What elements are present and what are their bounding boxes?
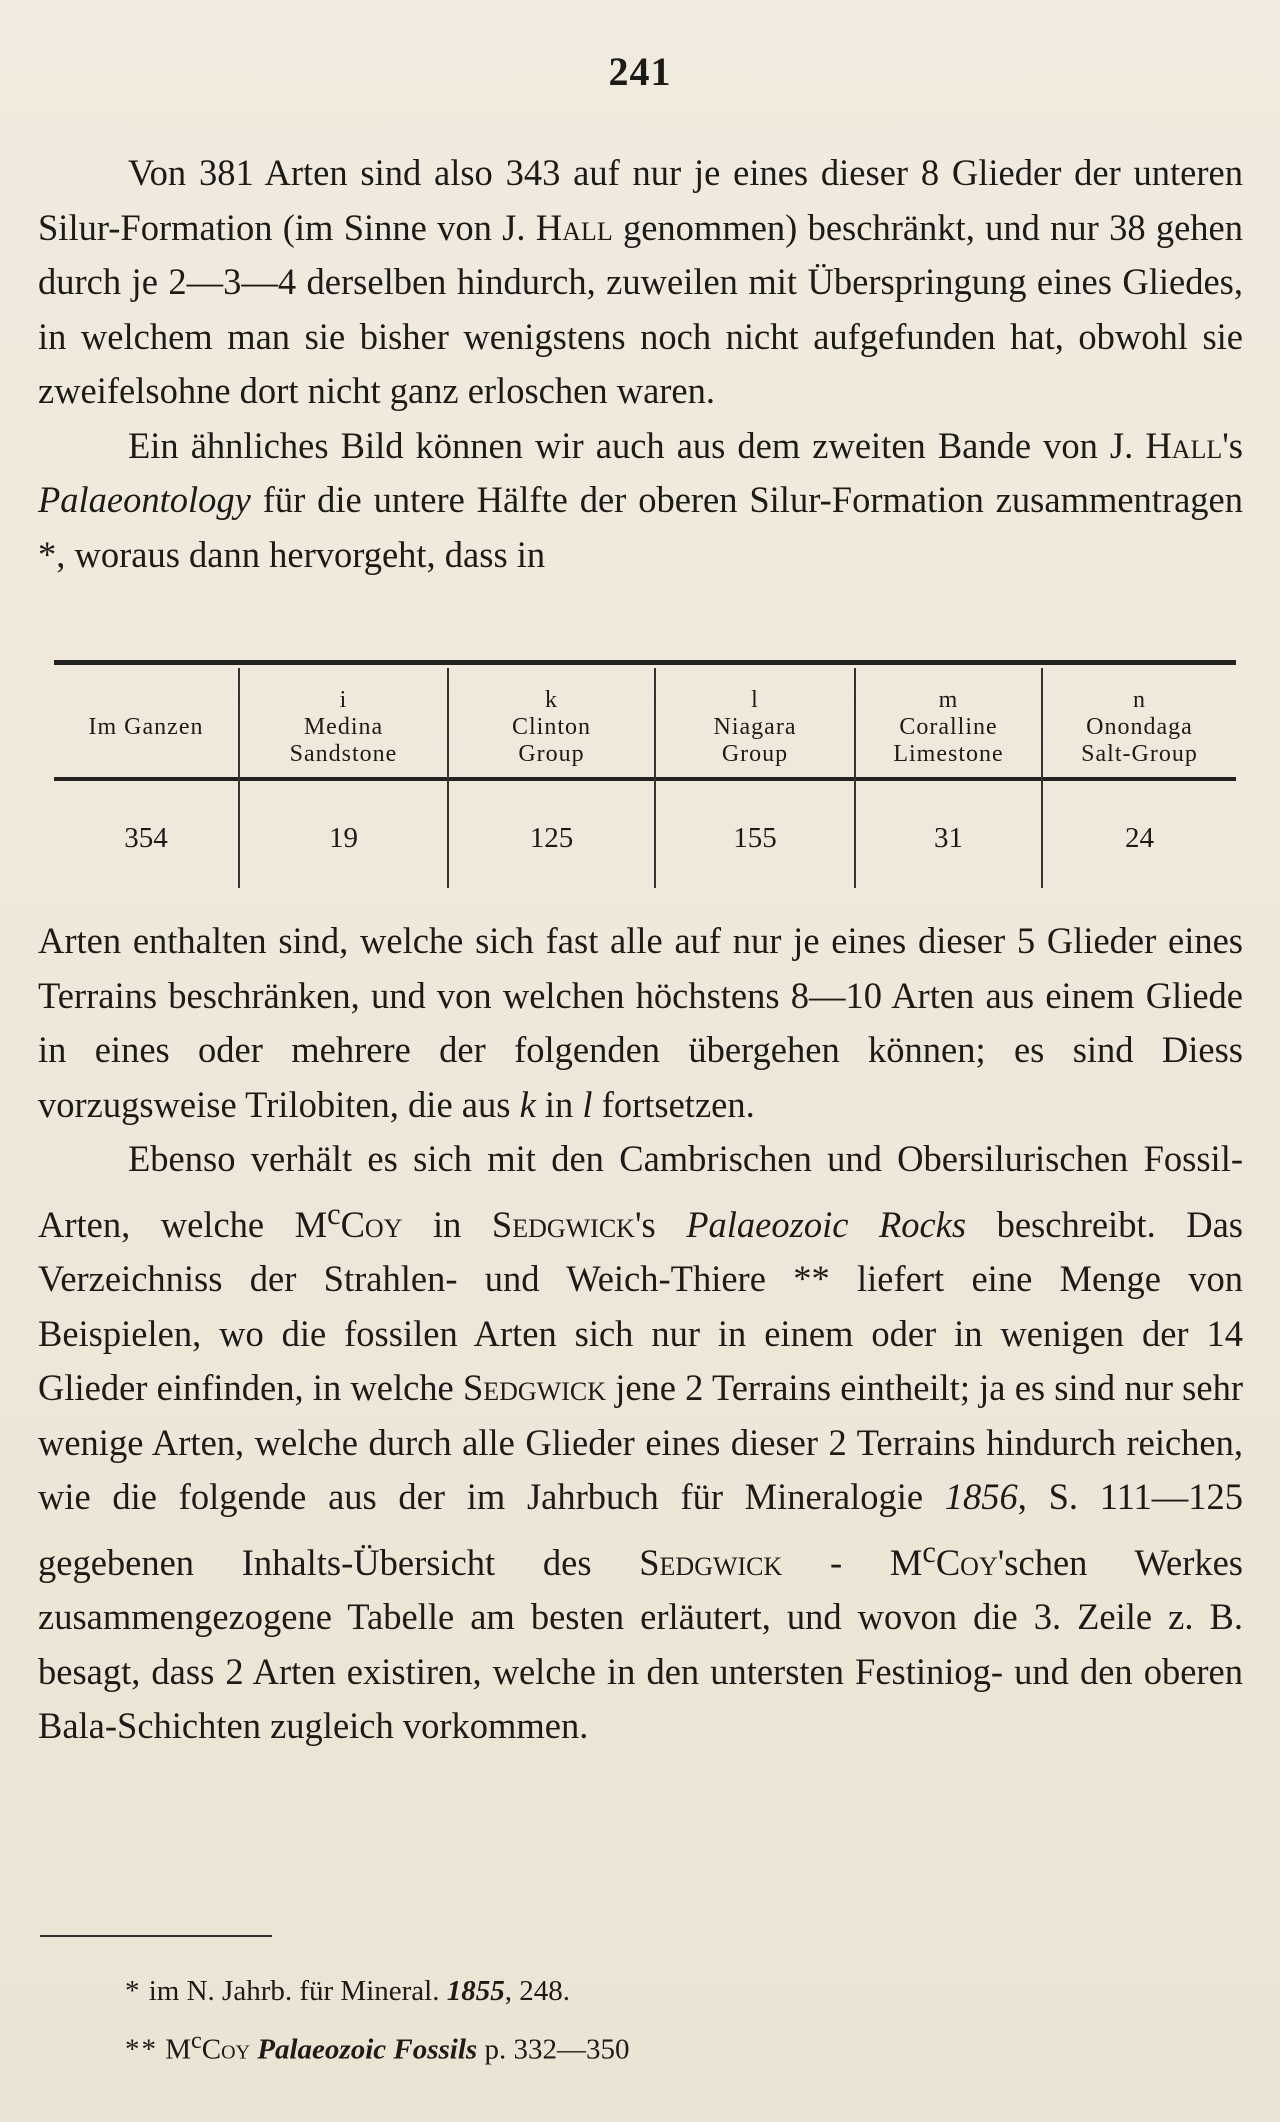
table-header-total — [54, 682, 238, 772]
book-title: Palaeozoic Fossils — [257, 2033, 478, 2066]
table-rule-top — [54, 660, 1236, 665]
text-run: genommen) beschränkt, und nur 38 gehen durch je 2—3—4 derselben hindurch, zuweilen mit Überspringung eines Gliedes, in welchem man sie bisher wenigstens noch nicht aufgefunden hat, obwohl sie zweifelsohne dort nicht ganz erloschen waren. — [38, 206, 1243, 411]
text-run: beschreibt. Das Verzeichniss der Strahlen- und Weich-Thiere ** liefert eine Menge von Beispielen, wo die fossilen Arten sich nur in einem oder in wenigen der 14 Glieder einfinden, in welche — [38, 1203, 1243, 1409]
header-letter: l — [751, 686, 759, 713]
header-letter: k — [545, 686, 558, 713]
header-label: Onondaga — [1086, 713, 1193, 740]
year: 1856 — [944, 1476, 1018, 1518]
text-run: Von 381 Arten sind also 343 auf nur je eines dieser 8 Glieder der unteren Silur-Formation (im Sinne von J. — [38, 152, 1243, 248]
table-cell: 19 — [329, 822, 358, 854]
table-cell: 31 — [934, 822, 963, 854]
paragraph-2 — [38, 419, 1243, 583]
table-header-k — [449, 682, 654, 772]
text-run: , 248. — [504, 1975, 570, 2007]
footnotes — [125, 1966, 629, 2075]
footnote-1 — [125, 1966, 629, 2016]
page-number: 241 — [608, 49, 672, 94]
text-run: - M — [782, 1541, 923, 1583]
text-run: in — [402, 1203, 492, 1245]
book-title: Palaeontology — [38, 479, 251, 520]
header-label: Sandstone — [289, 740, 398, 767]
group-letter: k — [519, 1083, 536, 1125]
text-block-bottom — [38, 914, 1243, 1754]
header-letter: i — [339, 686, 348, 713]
author-name: Coy — [935, 1541, 998, 1583]
table-cell: 24 — [1125, 822, 1154, 854]
author-name: Coy — [201, 2033, 251, 2066]
author-name: Sedgwick — [462, 1367, 606, 1409]
header-label: Coralline — [899, 713, 998, 740]
paragraph-4 — [38, 1132, 1243, 1754]
year: 1855 — [446, 1975, 505, 2007]
table-header-l — [656, 682, 854, 772]
author-name: Hall — [1145, 424, 1223, 466]
text-run: jene 2 Terrains eintheilt; ja es sind nur sehr wenige Arten, welche durch alle Glieder eines dieser 2 Terrains hindurch reichen, wie die folgende aus der im Jahrbuch für Mineralogie — [38, 1367, 1243, 1518]
text-run: im N. Jahrb. für Mineral. — [141, 1975, 447, 2007]
group-letter: l — [582, 1083, 593, 1125]
text-block-top — [38, 146, 1243, 582]
text-run: 's — [1222, 424, 1243, 466]
header-label: Limestone — [893, 740, 1004, 767]
text-run: Ein ähnliches Bild können wir auch aus dem zweiten Bande von J. — [128, 424, 1146, 466]
author-name: Sedgwick — [491, 1203, 635, 1245]
table-header-i — [240, 682, 447, 772]
table-header-m — [856, 682, 1041, 772]
text-run: für die untere Hälfte der oberen Silur-Formation zusammentragen *, woraus dann hervorgeht, dass in — [38, 479, 1243, 575]
author-name: Coy — [340, 1203, 403, 1245]
table-header-n — [1043, 682, 1236, 772]
table-rule-header — [54, 777, 1236, 781]
footnote-mark: * — [125, 1975, 142, 2007]
text-run: in — [535, 1083, 583, 1125]
author-name: Sedgwick — [639, 1541, 783, 1583]
text-run: Ebenso verhält es sich mit den Cambrischen und Obersilurischen Fossil-Arten, welche M — [38, 1138, 1243, 1245]
header-letter: m — [938, 686, 959, 713]
table-cell: 354 — [124, 822, 168, 854]
superscript: c — [327, 1196, 341, 1231]
book-title: Palaeozoic Rocks — [686, 1203, 967, 1245]
header-label: Group — [721, 740, 789, 767]
header-label: Im Ganzen — [88, 713, 204, 740]
species-table — [54, 660, 1236, 890]
text-run: Arten enthalten sind, welche sich fast alle auf nur je eines dieser 5 Glieder eines Terrains beschränken, und von welchen höchstens 8—10 Arten aus einem Gliede in eines oder mehrere der folgenden übergehen können; es sind Diess vorzugsweise Trilobiten, die aus — [38, 920, 1243, 1125]
text-run: fortsetzen. — [592, 1083, 755, 1125]
text-run: 'schen Werkes zusammengezogene Tabelle am besten erläutert, und wovon die 3. Zeile z. B. besagt, dass 2 Arten existiren, welche in den untersten Festiniog- und den oberen Bala-Schichten zugleich vorkommen. — [38, 1541, 1244, 1747]
superscript: c — [922, 1534, 936, 1569]
paragraph-3 — [38, 914, 1243, 1132]
footnote-mark: ** — [125, 2033, 158, 2066]
text-run: , S. 111—125 gegebenen Inhalts-Übersicht des — [38, 1476, 1244, 1583]
footnote-separator — [40, 1935, 272, 1937]
header-label: Medina — [303, 713, 384, 740]
header-label: Clinton — [511, 713, 591, 740]
table-cell: 155 — [733, 822, 777, 854]
paragraph-1 — [38, 146, 1243, 419]
author-name: Hall — [535, 206, 613, 248]
text-run: 's — [634, 1203, 687, 1245]
header-label: Group — [518, 740, 585, 767]
footnote-2 — [125, 2016, 629, 2075]
superscript: c — [191, 2027, 202, 2054]
header-letter: n — [1133, 686, 1146, 713]
text-run: p. 332—350 — [477, 2033, 630, 2066]
header-label: Niagara — [713, 713, 797, 740]
header-label: Salt-Group — [1081, 740, 1198, 767]
table-cell: 125 — [529, 822, 574, 854]
text-run: M — [158, 2033, 192, 2066]
